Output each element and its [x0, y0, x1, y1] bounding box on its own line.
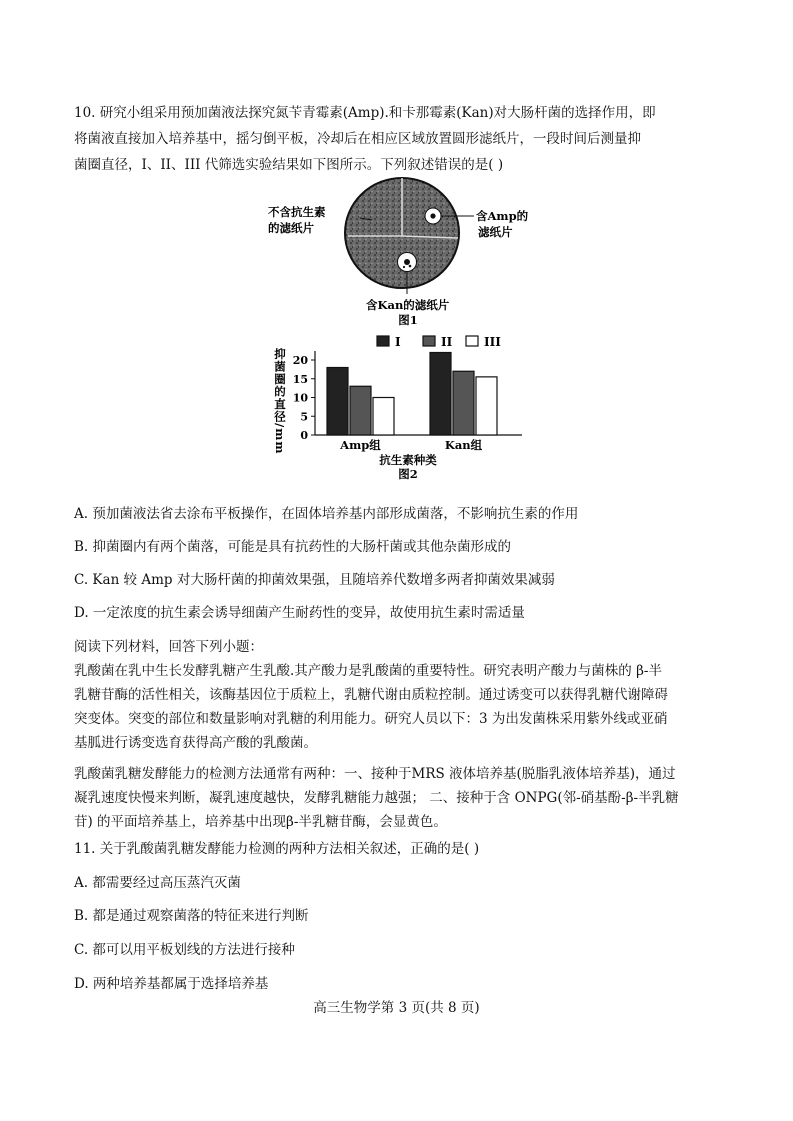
figure-1-caption: 图1 [398, 313, 418, 327]
legend-label-II: II [441, 335, 453, 349]
legend-swatch-II [423, 336, 435, 346]
q10-option-d: D. 一定浓度的抗生素会诱导细菌产生耐药性的变异，故使用抗生素时需适量 [74, 605, 525, 621]
q11-option-b: B. 都是通过观察菌落的特征来进行判断 [74, 908, 309, 924]
q11-option-d: D. 两种培养基都属于选择培养基 [74, 976, 269, 992]
colony [403, 266, 405, 268]
y-tick-label: 15 [292, 372, 308, 386]
label-kan: 含Kan的滤纸片 [366, 298, 450, 312]
bar-Amp组-II [350, 386, 371, 435]
figure-2-caption: 图2 [398, 467, 418, 481]
material-para2-line-2: 凝乳速度快慢来判断，凝乳速度越快，发酵乳糖能力越强； 二、接种于含 ONPG(邻-硝基酚-β-半乳糖 [74, 790, 679, 806]
q11-option-c: C. 都可以用平板划线的方法进行接种 [74, 942, 295, 958]
label-no-antibiotic-2: 的滤纸片 [268, 221, 314, 235]
kan-filter-disc [404, 259, 410, 265]
q10-stem-line-2: 将菌液直接加入培养基中，摇匀倒平板，冷却后在相应区域放置圆形滤纸片，一段时间后测量抑 [74, 131, 641, 147]
x-category-label: Kan组 [444, 438, 483, 452]
q10-option-b: B. 抑菌圈内有两个菌落，可能是具有抗药性的大肠杆菌或其他杂菌形成的 [74, 539, 512, 555]
colony [409, 265, 412, 268]
x-category-label: Amp组 [340, 438, 381, 452]
bar-Amp组-III [373, 398, 394, 436]
y-axis-ticks [293, 354, 315, 442]
bar-chart [273, 335, 522, 481]
bar-Kan组-III [476, 377, 497, 435]
figure-svg [260, 176, 530, 486]
material-para1-line-1: 乳酸菌在乳中生长发酵乳糖产生乳酸.其产酸力是乳酸菌的重要特性。研究表明产酸力与菌株的 β-半 [74, 663, 662, 679]
q11-option-a: A. 都需要经过高压蒸汽灭菌 [74, 875, 241, 891]
amp-filter-disc [430, 213, 435, 218]
chart-legend [377, 335, 501, 349]
q10-stem-line-1: 10. 研究小组采用预加菌液法探究氮苄青霉素(Amp).和卡那霉素(Kan)对大肠杆菌的选择作用，即 [74, 105, 656, 121]
y-axis-label: 抑菌圈的直径/mm [273, 348, 287, 455]
x-axis-categories [339, 438, 482, 452]
y-tick-label: 20 [292, 354, 308, 367]
y-tick-label: 5 [300, 410, 308, 424]
y-tick-label: 10 [292, 391, 308, 405]
bar-Amp组-I [327, 368, 348, 436]
label-amp-2: 滤纸片 [478, 225, 513, 239]
material-intro: 阅读下列材料，回答下列小题： [74, 639, 263, 655]
q10-option-c: C. Kan 较 Amp 对大肠杆菌的抑菌效果强，且随培养代数增多两者抑菌效果减弱 [74, 572, 555, 588]
bar-Kan组-II [453, 371, 474, 435]
q10-option-a: A. 预加菌液法省去涂布平板操作，在固体培养基内部形成菌落，不影响抗生素的作用 [74, 506, 579, 522]
q11-stem: 11. 关于乳酸菌乳糖发酵能力检测的两种方法相关叙述，正确的是( ) [74, 841, 480, 857]
legend-swatch-III [466, 336, 478, 346]
material-para2-line-1: 乳酸菌乳糖发酵能力的检测方法通常有两种：一、接种于MRS 液体培养基(脱脂乳液体培养基)，通过 [74, 766, 676, 782]
y-tick-label: 0 [300, 429, 308, 442]
page-footer: 高三生物学第 3 页(共 8 页) [313, 1000, 480, 1016]
figure-area [260, 176, 530, 486]
petri-dish-figure [268, 178, 529, 327]
label-amp-1: 含Amp的 [476, 209, 529, 223]
material-para1-line-4: 基胍进行诱变选育获得高产酸的乳酸菌。 [74, 735, 317, 751]
x-axis-label: 抗生素种类 [379, 453, 437, 467]
material-para1-line-3: 突变体。突变的部位和数量影响对乳糖的利用能力。研究人员以下：3 为出发菌株采用紫外线或亚硝 [74, 711, 668, 727]
label-no-antibiotic-1: 不含抗生素 [268, 205, 326, 219]
legend-swatch-I [377, 336, 389, 346]
material-para1-line-2: 乳糖苷酶的活性相关，该酶基因位于质粒上，乳糖代谢由质粒控制。通过诱变可以获得乳糖代谢障碍 [74, 687, 668, 703]
legend-label-I: I [395, 335, 401, 349]
material-para2-line-3: 苷) 的平面培养基上，培养基中出现β-半乳糖苷酶，会显黄色。 [74, 814, 447, 830]
q10-stem-line-3: 菌圈直径，I、II、III 代筛选实验结果如下图所示。下列叙述错误的是( ) [74, 157, 504, 173]
bar-Kan组-I [430, 353, 451, 436]
legend-label-III: III [484, 335, 501, 349]
chart-bars [327, 353, 497, 436]
